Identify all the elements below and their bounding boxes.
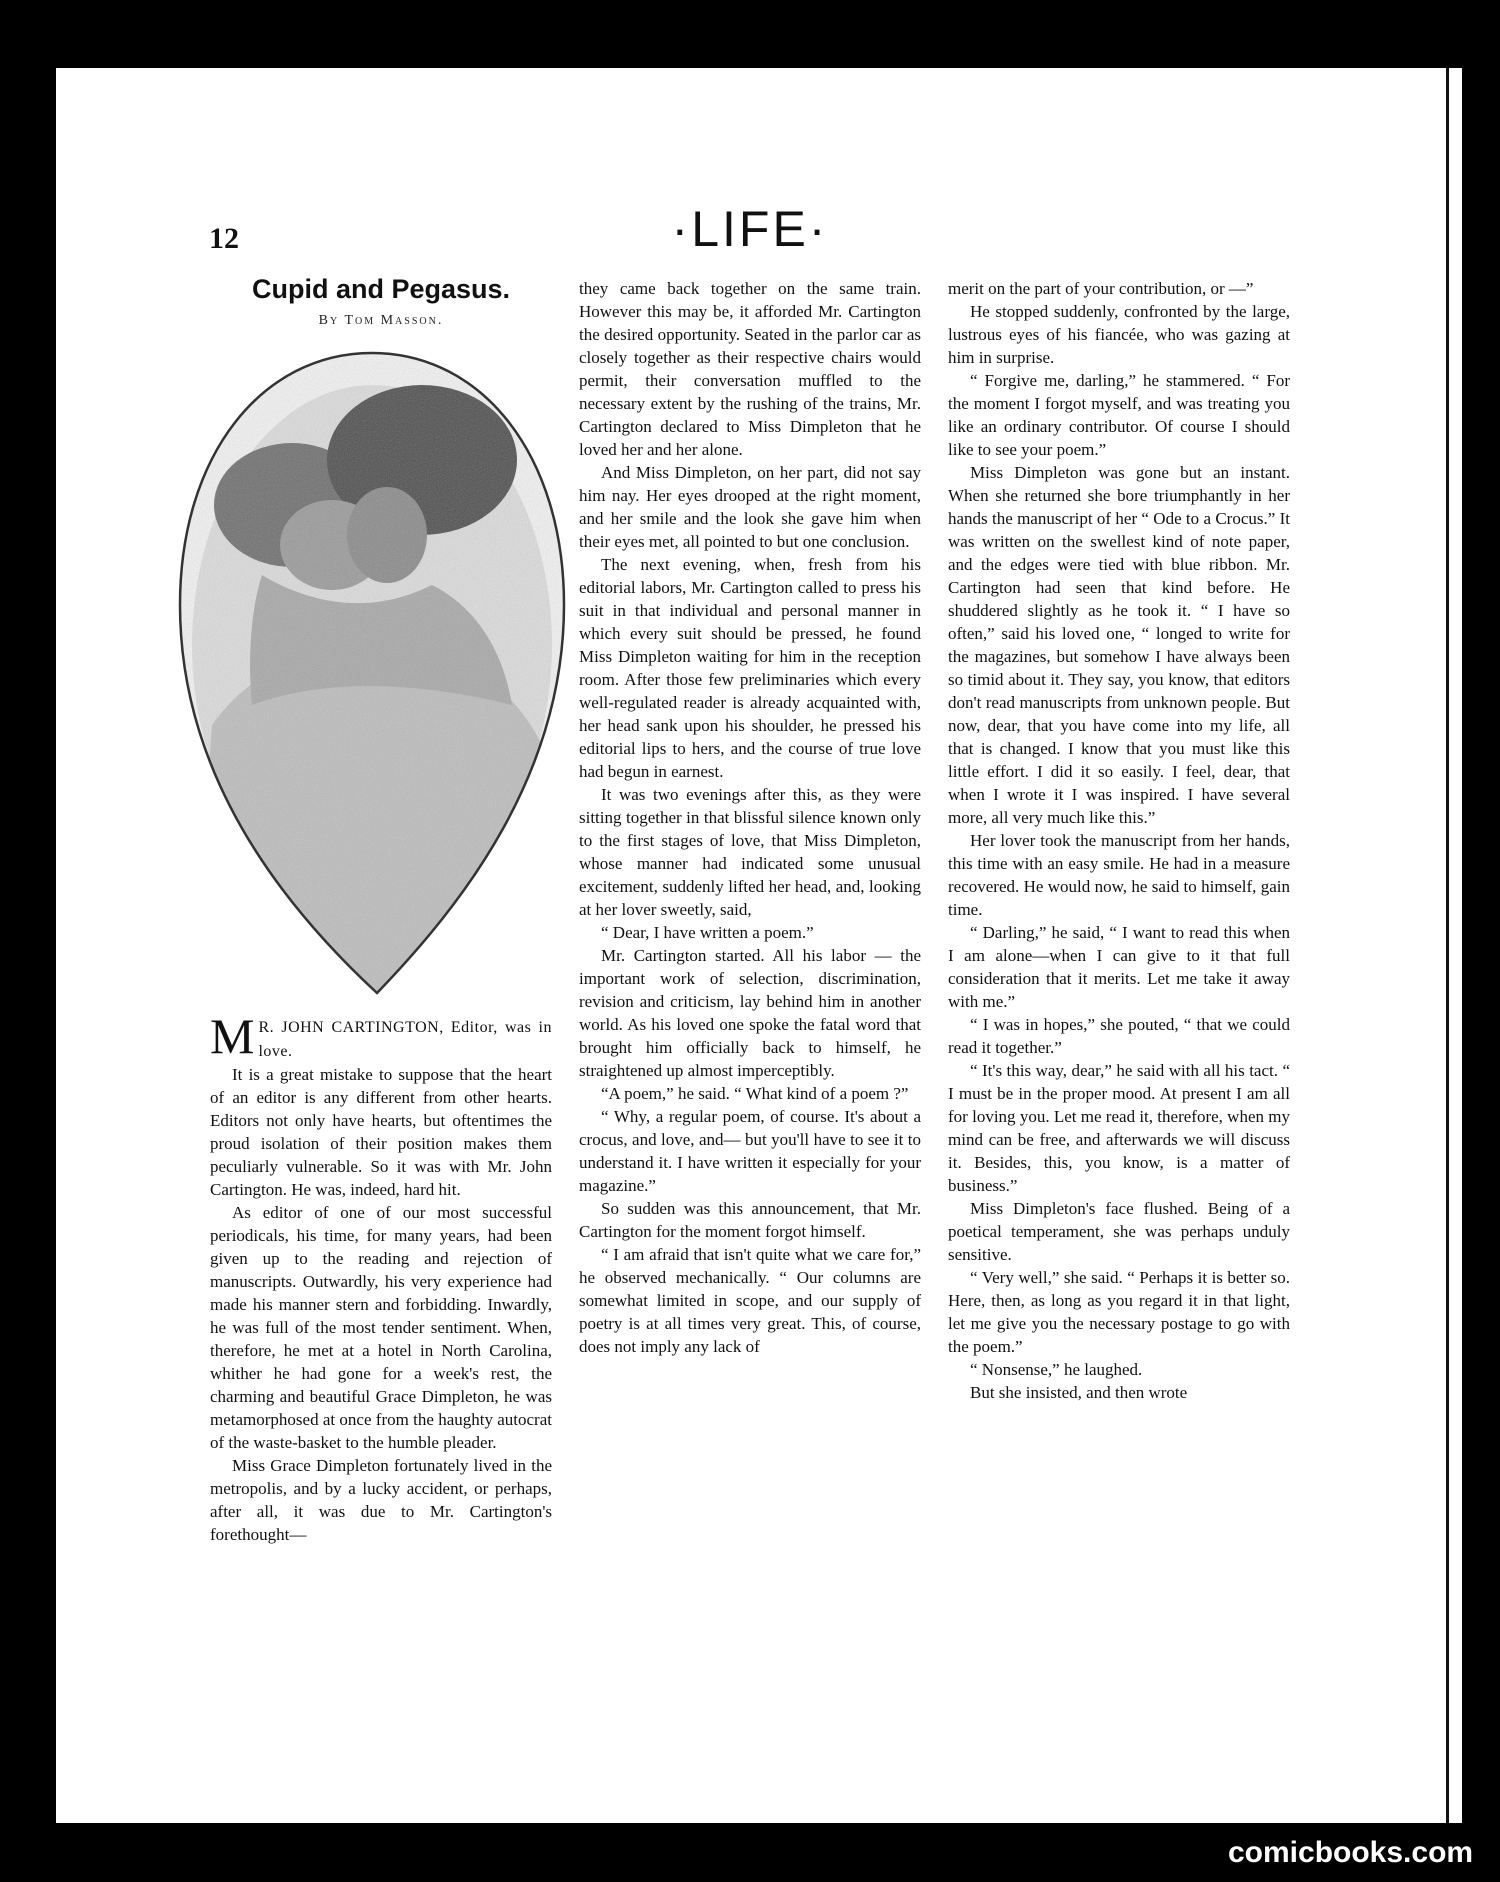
lead-text: R. JOHN CARTINGTON, Editor, was in love. [258, 1019, 552, 1060]
paragraph: “ Why, a regular poem, of course. It's about a crocus, and love, and— but you'll have to see it to understand it. I have written it especially for your magazine.” [579, 1107, 921, 1195]
paragraph: “A poem,” he said. “ What kind of a poem ?” [601, 1084, 909, 1103]
kissing-couple-illustration [172, 345, 572, 1000]
paragraph: “ Forgive me, darling,” he stammered. “ For the moment I forgot myself, and was treating you like an ordinary contributor. Of course I should like to see your poem.” [948, 371, 1290, 459]
paragraph: “ Darling,” he said, “ I want to read this when I am alone—when I can give to it that full consideration that it merits. Let me take it away with me.” [948, 923, 1290, 1011]
paragraph: “ I was in hopes,” she pouted, “ that we could read it together.” [948, 1015, 1290, 1057]
paragraph: Her lover took the manuscript from her hands, this time with an easy smile. He had in a measure recovered. He would now, he said to himself, gain time. [948, 831, 1290, 919]
paragraph: “ Very well,” she said. “ Perhaps it is better so. Here, then, as long as you regard it in that light, let me give you the necessary postage to go with the poem.” [948, 1268, 1290, 1356]
paragraph: But she insisted, and then wrote [970, 1383, 1188, 1402]
paragraph: As editor of one of our most successful periodicals, his time, for many years, had been given up to the reading and rejection of manuscripts. Outwardly, his very experience had made his manner stern and forbidding. Inwardly, he was full of the most tender sentiment. When, therefore, he met at a hotel in North Carolina, whither he had gone for a week's rest, the charming and beautiful Grace Dimpleton, he was metamorphosed at once from the haughty autocrat of the waste-basket to the humble pleader. [210, 1203, 552, 1452]
lead-paragraph [210, 1008, 552, 1064]
scan-border [1462, 68, 1500, 1823]
paragraph: “ It's this way, dear,” he said with all his tact. “ I must be in the proper mood. At present I am all for loving you. Let me read it, therefore, when my mind can be free, and afterwards we will discuss it. Besides, this, you know, is a matter of business.” [948, 1061, 1290, 1195]
paragraph: Mr. Cartington started. All his labor — the important work of selection, discrimination, revision and criticism, lay behind him in another world. As his loved one spoke the fatal word that brought him officially back to himself, he straightened up almost imperceptibly. [579, 946, 921, 1080]
paragraph: Miss Dimpleton's face flushed. Being of a poetical temperament, she was perhaps unduly sensitive. [948, 1199, 1290, 1264]
adjacent-page-edge [1446, 68, 1463, 1823]
article-title: Cupid and Pegasus. [251, 274, 511, 304]
watermark: comicbooks.com [1228, 1836, 1474, 1869]
paragraph: He stopped suddenly, confronted by the large, lustrous eyes of his fiancée, who was gazing at him in surprise. [948, 302, 1290, 367]
column-1 [210, 1008, 552, 1546]
column-2 [579, 277, 921, 1358]
column-3 [948, 277, 1290, 1404]
drop-cap: M [210, 1008, 255, 1064]
paragraph: Miss Dimpleton was gone but an instant. When she returned she bore triumphantly in her hands the manuscript of her “ Ode to a Crocus.” It was written on the swellest kind of note paper, and the edges were tied with blue ribbon. Mr. Cartington had seen that kind before. He shuddered slightly as he took it. “ I have so often,” said his loved one, “ longed to write for the magazines, but somehow I have always been so timid about it. They say, you know, that editors don't read manuscripts from unknown people. But now, dear, that you have come into my life, all that is changed. I know that you must like this little effort. I did it so easily. I feel, dear, that when I wrote it I was inspired. I have several more, all very much like this.” [948, 463, 1290, 827]
paragraph-continued: merit on the part of your contribution, or —” [948, 279, 1254, 298]
paragraph: So sudden was this announcement, that Mr. Cartington for the moment forgot himself. [579, 1199, 921, 1241]
paragraph: Miss Grace Dimpleton fortunately lived in the metropolis, and by a lucky accident, or perhaps, after all, it was due to Mr. Cartington's forethought— [210, 1456, 552, 1544]
paragraph: “ I am afraid that isn't quite what we care for,” he observed mechanically. “ Our columns are somewhat limited in scope, and our supply of poetry is at all times very great. This, of course, does not imply any lack of [579, 1245, 921, 1356]
page-number: 12 [209, 222, 239, 255]
masthead: ·LIFE· [671, 201, 829, 257]
paragraph: “ Dear, I have written a poem.” [601, 923, 814, 942]
paragraph: And Miss Dimpleton, on her part, did not say him nay. Her eyes drooped at the right moment, and her smile and the look she gave him when their eyes met, all pointed to but one conclusion. [579, 463, 921, 551]
paragraph: It is a great mistake to suppose that the heart of an editor is any different from other hearts. Editors not only have hearts, but oftentimes the proud isolation of their position makes them peculiarly vulnerable. So it was with Mr. John Cartington. He was, indeed, hard hit. [210, 1065, 552, 1199]
paragraph-continued: they came back together on the same train. However this may be, it afforded Mr. Cartington the desired opportunity. Seated in the parlor car as closely together as their respective chairs would permit, their conversation muffled to the necessary extent by the rushing of the trains, Mr. Cartington declared to Miss Dimpleton that he loved her and her alone. [579, 279, 921, 459]
article-byline: By Tom Masson. [318, 313, 444, 328]
paragraph: “ Nonsense,” he laughed. [970, 1360, 1143, 1379]
paragraph: The next evening, when, fresh from his editorial labors, Mr. Cartington called to press his suit in that individual and personal manner in which every suit should be pressed, he found Miss Dimpleton waiting for him in the reception room. After those few preliminaries which every well-regulated reader is already acquainted with, her head sank upon his shoulder, he pressed his editorial lips to hers, and the course of true love had begun in earnest. [579, 555, 921, 781]
paragraph: It was two evenings after this, as they were sitting together in that blissful silence known only to the first stages of love, that Miss Dimpleton, whose manner had indicated some unusual excitement, suddenly lifted her head, and, looking at her lover sweetly, said, [579, 785, 921, 919]
